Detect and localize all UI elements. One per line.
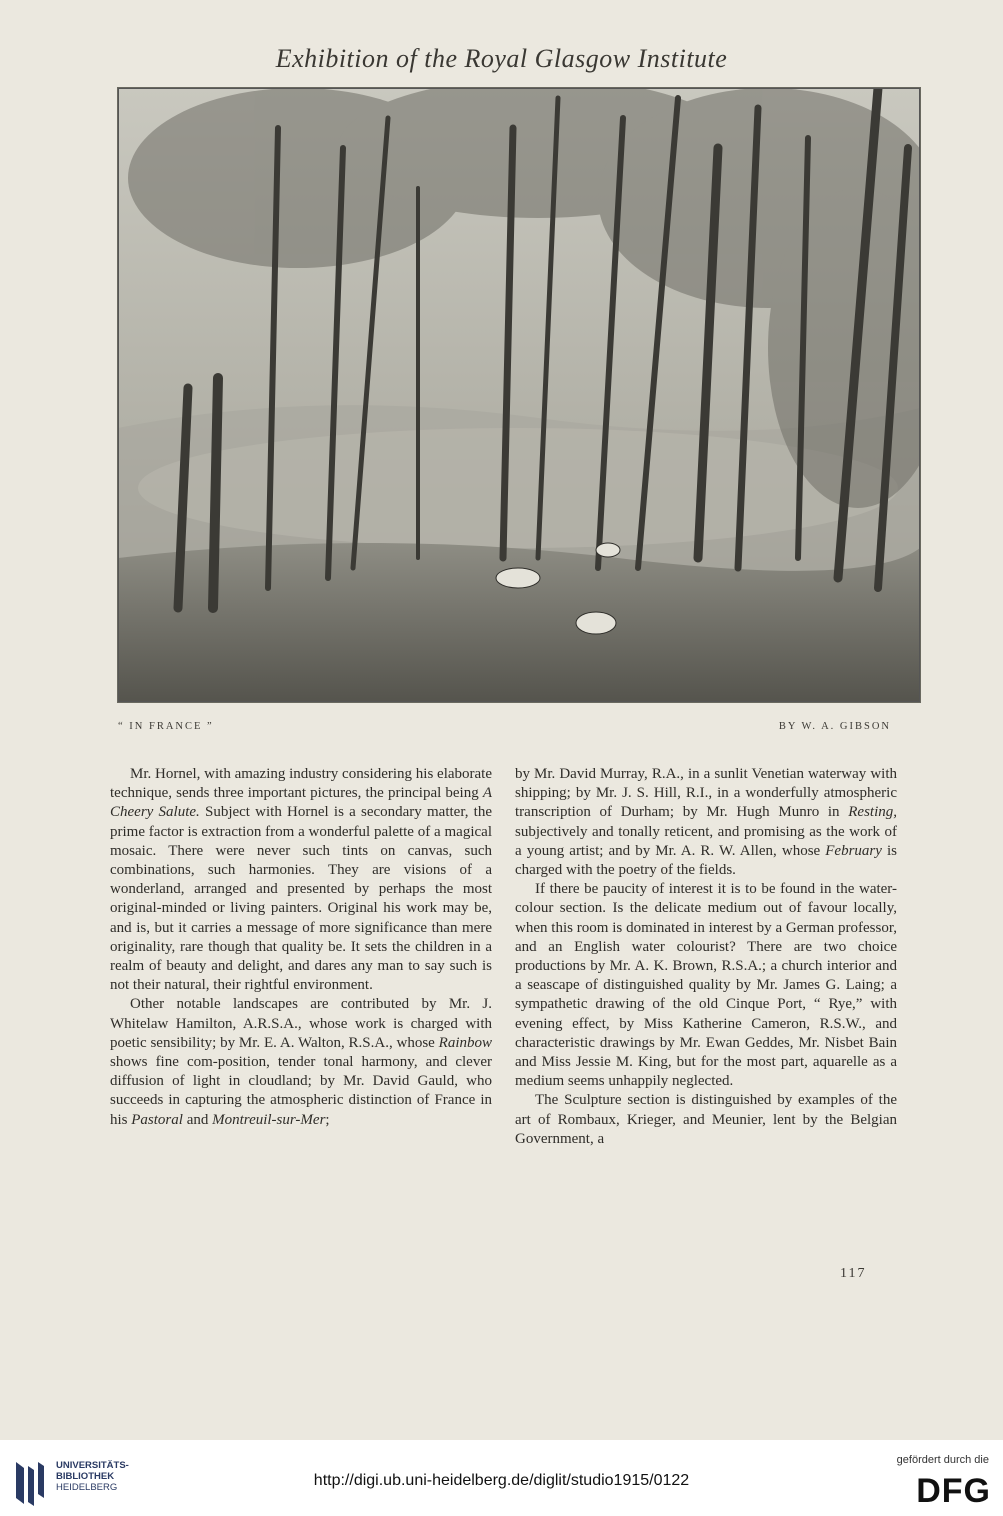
paragraph: by Mr. David Murray, R.A., in a sunlit Venetian waterway with shipping; by Mr. J. S. Hill, R.I., in a wonderfully atmospheric transcription of Durham; by Mr. Hugh Munro in Resting, subjectively and tonally reticent, and promising as the work of a young artist; and by Mr. A. R. W. Allen, whose February is charged with the poetry of the fields. [515,766,898,879]
paragraph: Mr. Hornel, with amazing industry considering his elaborate technique, sends three important pictures, the principal being A Cheery Salute. Subject with Hornel is a secondary matter, the prime factor is extraction from a wonderful palette of a magical mosaic. There were never such tints on canvas, such combinations, such harmonies. They are visions of a wonderland, arranged and presented by perhaps the most original-minded or living painters. Original his work may be, and is, but it carries a message of more significance than mere originality, rare though that quality be. It sets the children in a realm of beauty and delight, and dares any man to say such is not their natural, their rightful environment. [110,766,493,994]
funding-label: gefördert durch die [896,1454,989,1466]
painting-plate [118,88,920,702]
page-number: 117 [840,1266,867,1281]
digitization-footer [0,1440,1003,1516]
landscape-painting-icon [118,88,920,702]
plate-caption-title: “ IN FRANCE ” [118,721,214,732]
paragraph: Other notable landscapes are contributed by Mr. J. Whitelaw Hamilton, A.R.S.A., whose work is charged with poetic sensibility; by Mr. E. A. Walton, R.S.A., whose Rainbow shows fine com-position, tender tonal harmony, and clever diffusion of light in cloudland; by Mr. David Gauld, who succeeds in capturing the atmospheric distinction of France in his Pastoral and Montreuil-sur-Mer; [110,996,492,1128]
right-text-column [515,765,897,1149]
running-head: Exhibition of the Royal Glasgow Institute [275,44,728,73]
paragraph: The Sculpture section is distinguished by examples of the art of Rombaux, Krieger, and Meunier, lent by the Belgian Government, a [515,1092,897,1147]
source-url-link[interactable]: http://digi.ub.uni-heidelberg.de/diglit/studio1915/0122 [313,1472,690,1489]
paragraph: If there be paucity of interest it is to be found in the water-colour section. Is the delicate medium out of favour locally, when this room is dominated in interest by a German professor, and an English water colourist? There are two choice productions by Mr. A. K. Brown, R.S.A.; a church interior and a seascape of distinguished quality by Mr. James G. Laing; a sympathetic drawing of the old Cinque Port, “ Rye,” with evening effect, by Miss Katherine Cameron, R.S.W., and characteristic drawings by Mr. Ewan Geddes, Mr. Nisbet Bain and Miss Jessie M. King, but for the most part, aquarelle as a medium seems unhappily neglected. [515,881,897,1090]
dfg-logo: DFG [916,1472,991,1510]
plate-caption-artist: BY W. A. GIBSON [778,721,891,732]
left-text-column [110,765,492,1130]
library-name: UNIVERSITÄTS- BIBLIOTHEK HEIDELBERG [56,1460,129,1493]
